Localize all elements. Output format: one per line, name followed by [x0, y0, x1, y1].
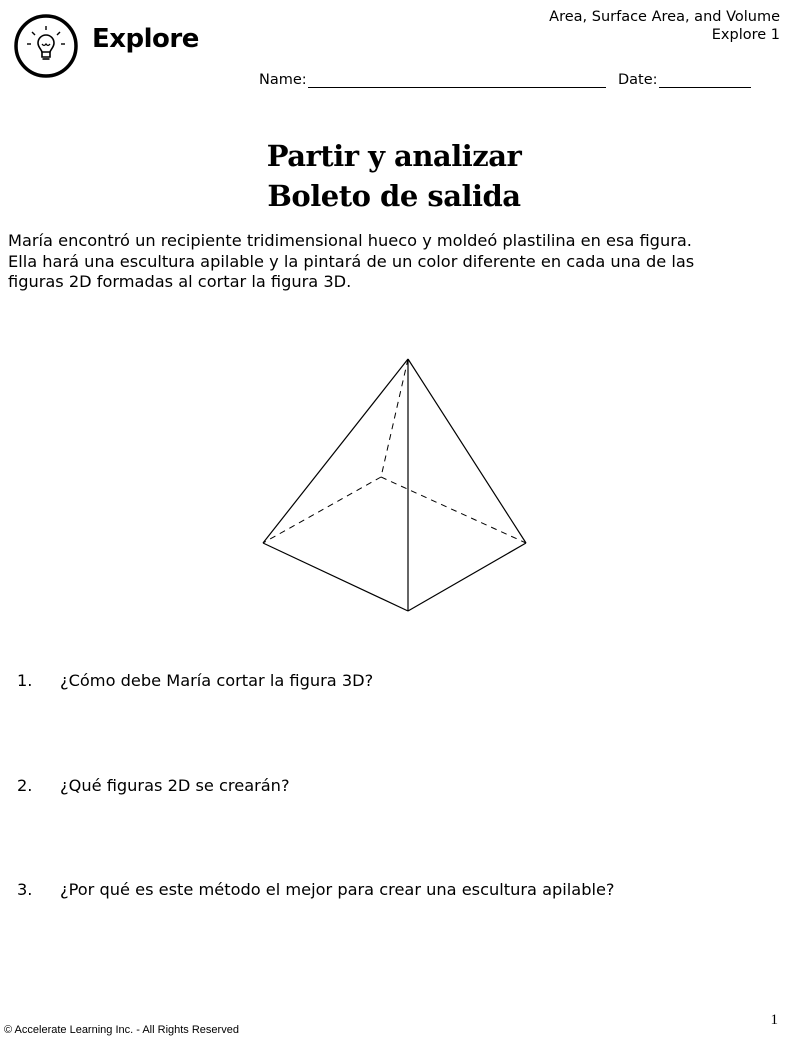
- pyramid-edge: [263, 543, 408, 611]
- pyramid-diagram: [255, 350, 535, 620]
- question-number: 2.: [17, 776, 33, 795]
- name-label: Name:: [259, 72, 307, 88]
- intro-line: María encontró un recipiente tridimensional hueco y moldeó plastilina en esa figura.: [8, 231, 692, 250]
- date-label: Date:: [618, 72, 658, 88]
- page-title: Partir y analizar: [266, 139, 522, 173]
- pyramid-edge: [263, 359, 408, 543]
- copyright-footer: © Accelerate Learning Inc. - All Rights Reserved: [4, 1024, 239, 1036]
- question-text: ¿Qué figuras 2D se crearán?: [60, 776, 290, 795]
- name-date-row: [259, 72, 754, 92]
- lesson-title: Explore 1: [711, 27, 780, 43]
- unit-header: [549, 8, 780, 44]
- question-number: 3.: [17, 880, 33, 899]
- name-field[interactable]: [308, 87, 606, 88]
- lightbulb-icon: [13, 13, 79, 79]
- question-text: ¿Por qué es este método el mejor para crear una escultura apilable?: [60, 880, 615, 899]
- unit-title: Area, Surface Area, and Volume: [549, 9, 780, 25]
- intro-line: figuras 2D formadas al cortar la figura 3D.: [8, 272, 352, 291]
- question-text: ¿Cómo debe María cortar la figura 3D?: [60, 671, 374, 690]
- question-number: 1.: [17, 671, 33, 690]
- pyramid-hidden-edge: [263, 477, 381, 543]
- intro-line: Ella hará una escultura apilable y la pintará de un color diferente en cada una de las: [8, 251, 695, 271]
- page-number: 1: [770, 1012, 778, 1028]
- page-subtitle: Boleto de salida: [267, 179, 521, 213]
- date-field[interactable]: [659, 87, 751, 88]
- section-label: Explore: [92, 24, 199, 54]
- intro-paragraph: [8, 231, 783, 293]
- pyramid-edge: [408, 543, 526, 611]
- pyramid-edge: [408, 359, 526, 543]
